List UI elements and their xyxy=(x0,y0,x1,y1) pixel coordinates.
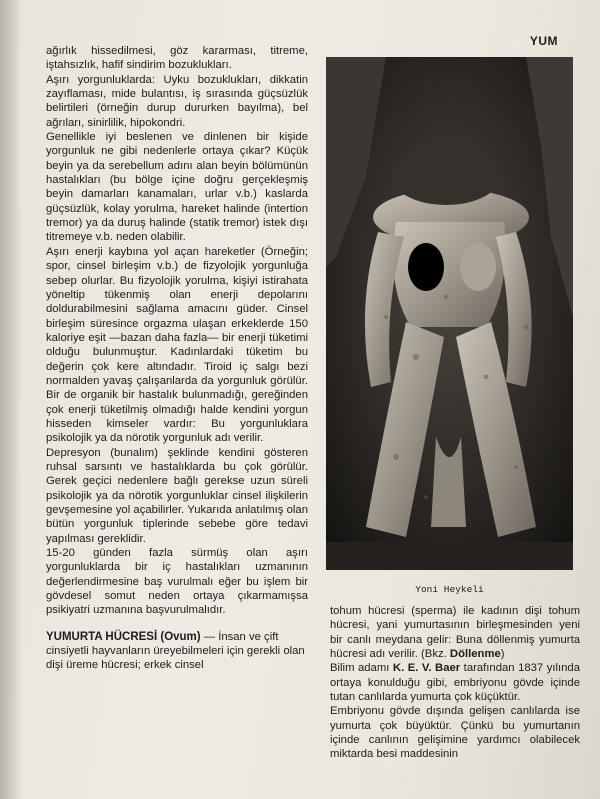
entry-title: YUMURTA HÜCRESİ (Ovum) xyxy=(46,630,201,643)
figure-caption: Yoni Heykeli xyxy=(415,584,484,595)
entry-text: — İnsan ve çift cinsiyetli hayvanların üreyebilmeleri için gerekli olan dişi üreme hücresi; erkek cinsel xyxy=(46,630,305,672)
yoni-sculpture-image xyxy=(326,57,573,570)
paragraph: 15-20 günden fazla sürmüş olan aşırı yorgunluklarda bir iç hastalıkları uzmanının değerlendirmesine baş vurulmalı eğer bu işlem bir gövdesel somut neden ortaya çıkarmamışsa psikiyatri uzmanına başvurulmalıdır. xyxy=(46,547,308,617)
sculpture-photo xyxy=(326,57,573,570)
paragraph: Depresyon (bunalım) şeklinde kendini gösteren ruhsal sarsıntı ve hastalıklarda bu çok görülür. Gerek geçici nedenlere bağlı gerekse uzun süreli psikolojik ya da nörotik yorgunluklar cinsel ilişkilerin gevşemesine yol açabilirler. Yukarıda anlatılmış olan bütün yorgunluk tiplerinde sebebe göre tedavi yapılması gereklidir. xyxy=(46,446,308,545)
paragraph: Aşırı yorgunluklarda: Uyku bozuklukları, dikkatin zayıflaması, mide bulantısı, iş sırasında güçsüzlük belirtileri (örneğin durup dururken bayılma), bel ağrıları, sinirlilik, hipokondri. xyxy=(46,73,308,129)
page-gutter-shadow xyxy=(0,0,22,799)
paragraph: ağırlık hissedilmesi, göz kararması, titreme, iştahsızlık, hafif sindirim bozuklukları. xyxy=(46,45,308,72)
left-text-column xyxy=(46,44,308,673)
right-text-column xyxy=(330,604,580,762)
paragraph: tohum hücresi (sperma) ile kadının dişi tohum hücresi, yani yumurtasının birleşmesinden yeni bir canlı meydana gelir: Buna döllenmiş yumurta hücresi adı verilir. (Bkz. Döllenme) xyxy=(330,605,580,661)
scientist-name: K. E. V. Baer xyxy=(392,662,461,675)
paragraph: Aşırı enerji kaybına yol açan hareketler (Örneğin; spor, cinsel birleşim v.b.) de fizyolojik yorgunluğa sebep olurlar. Bu fizyolojik yorulma, kişiyi istirahata yöneltip tükenmiş olan enerji depolarını doldurabilmesini sağlama amacını güder. Cinsel birleşim süresince orgazma ulaşan erkeklerde 150 kaloriye eşit —bazan daha fazla— bir enerji tüketimi olduğu bulunmuştur. Kadınlardaki tüketim bu değerin çok kere altındadır. Tiroid iç salgı bezi normalden yavaş çalışanlarda da yorgunluk görülür. Bir de organik bir hastalık bulunmadığı, gereğinden çok enerji tüketilmiş olmadığı halde kendini yorgun hisseden kimseler vardır: Bu yorgunluklara psikolojik ya da nörotik yorgunluk adı verilir. xyxy=(46,245,308,445)
paragraph: Genellikle iyi beslenen ve dinlenen bir kişide yorgunluk ne gibi nedenlerle ortaya çıkar? Küçük beyin ya da serebellum adını alan beyin bölümünün hastalıkları (bu bölge içine doğru gerçekleşmiş beyin damarları kanamaları, urlar v.b.) kaslarda güçsüzlük, kolay yorulma, hareket halinde (intertion tremor) ya da duruş halinde (statik tremor) istek dışı titremeye v.b. neden olabilir. xyxy=(46,131,308,244)
paragraph: Embriyonu gövde dışında gelişen canlılarda ise yumurta çok büyüktür. Çünkü bu yumurtanın içinde canlının gelişimine yardımcı olabilecek miktarda besi maddesinin xyxy=(330,705,580,761)
cross-reference: Döllenme xyxy=(449,648,501,661)
running-header: YUM xyxy=(529,34,558,48)
paragraph: Bilim adamı K. E. V. Baer tarafından 1837 yılında ortaya konulduğu gibi, embriyonu gövde içinde tutan canlılarda yumurta çok küçüktür. xyxy=(330,662,580,704)
